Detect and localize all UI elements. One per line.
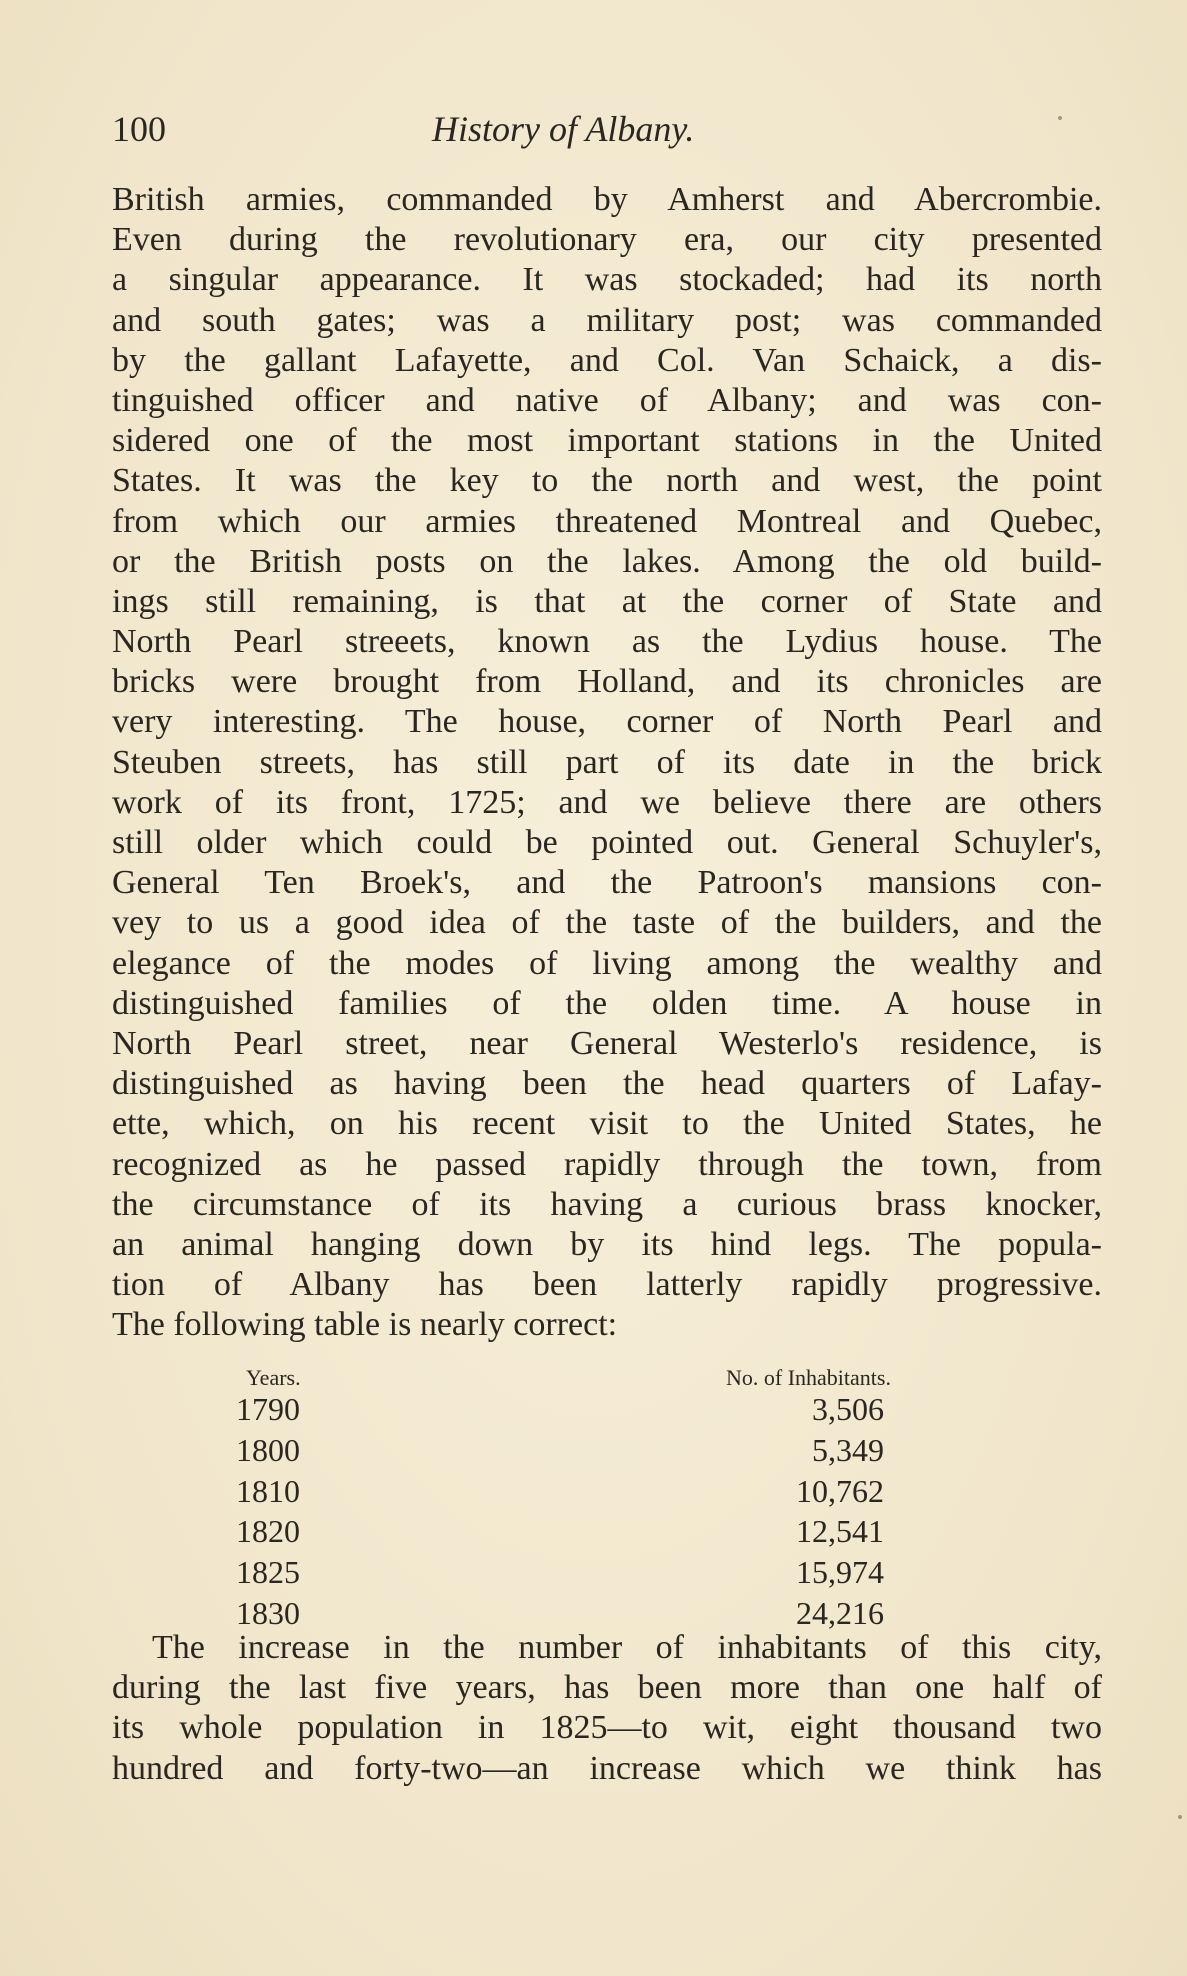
text-line: vey to us a good idea of the taste of the builders, and the [112, 904, 1102, 942]
text-line: or the British posts on the lakes. Among the old build- [112, 542, 1102, 580]
text-line: The following table is nearly correct: [112, 1306, 618, 1344]
text-line: from which our armies threatened Montreal and Quebec, [112, 502, 1102, 540]
table-header-inhabitants: No. of Inhabitants. [726, 1365, 891, 1390]
text-line: very interesting. The house, corner of North Pearl and [112, 703, 1102, 741]
text-line: a singular appearance. It was stockaded; had its north [112, 261, 1102, 299]
text-line: distinguished families of the olden time. A house in [112, 984, 1102, 1022]
table-cell-population: 10,762 [796, 1472, 884, 1509]
text-line: the circumstance of its having a curious brass knocker, [112, 1185, 1102, 1223]
table-row [112, 1389, 1102, 1430]
table-cell-year: 1790 [236, 1391, 300, 1427]
text-line: bricks were brought from Holland, and its chronicles are [112, 663, 1102, 701]
table-cell-year: 1830 [236, 1594, 300, 1631]
paper-speck [1178, 1815, 1182, 1819]
text-line: tion of Albany has been latterly rapidly progressive. [112, 1266, 1102, 1304]
text-line: Even during the revolutionary era, our city presented [112, 221, 1102, 259]
table-row [112, 1552, 1102, 1593]
text-line: during the last five years, has been more than one half of [112, 1669, 1102, 1707]
table-cell-population: 12,541 [796, 1513, 884, 1550]
table-cell-year: 1810 [236, 1472, 300, 1509]
table-header-row [112, 1365, 1102, 1389]
text-line: North Pearl streeets, known as the Lydius house. The [112, 623, 1102, 661]
text-line: British armies, commanded by Amherst and Abercrombie. [112, 181, 1102, 218]
text-line: work of its front, 1725; and we believe there are others [112, 783, 1102, 821]
text-line: its whole population in 1825—to wit, eight thousand two [112, 1709, 1102, 1747]
text-line: ings still remaining, is that at the corner of State and [112, 582, 1102, 620]
population-table [112, 1365, 1102, 1634]
table-header-years: Years. [246, 1365, 301, 1390]
text-line: Steuben streets, has still part of its date in the brick [112, 743, 1102, 781]
text-line: ette, which, on his recent visit to the United States, he [112, 1105, 1102, 1143]
table-row [112, 1511, 1102, 1552]
page-number: 100 [112, 109, 166, 149]
running-title: History of Albany. [432, 109, 695, 149]
paper-speck [1058, 116, 1062, 120]
table-cell-year: 1825 [236, 1554, 300, 1591]
text-line: tinguished officer and native of Albany; and was con- [112, 381, 1102, 419]
text-line: still older which could be pointed out. General Schuyler's, [112, 824, 1102, 861]
page-header [112, 108, 1102, 158]
text-line: North Pearl street, near General Westerlo's residence, is [112, 1024, 1102, 1062]
text-line: distinguished as having been the head quarters of Lafay- [112, 1065, 1102, 1103]
text-line: and south gates; was a military post; was commanded [112, 301, 1102, 339]
text-line: elegance of the modes of living among the wealthy and [112, 944, 1102, 982]
text-line: The increase in the number of inhabitants of this city, [152, 1629, 1102, 1666]
text-line: recognized as he passed rapidly through the town, from [112, 1145, 1102, 1183]
table-cell-population: 24,216 [796, 1594, 884, 1631]
text-line: an animal hanging down by its hind legs. The popula- [112, 1225, 1102, 1263]
text-line: States. It was the key to the north and west, the point [112, 462, 1102, 500]
table-cell-population: 15,974 [796, 1554, 884, 1591]
table-row [112, 1430, 1102, 1471]
table-cell-year: 1820 [236, 1513, 300, 1550]
paragraph-2 [112, 1628, 1102, 1789]
table-cell-year: 1800 [236, 1431, 300, 1468]
table-cell-population: 5,349 [812, 1431, 884, 1468]
text-line: hundred and forty-two—an increase which we think has [112, 1749, 1102, 1787]
text-line: by the gallant Lafayette, and Col. Van Schaick, a dis- [112, 341, 1102, 379]
table-cell-population: 3,506 [812, 1391, 884, 1427]
paragraph-1 [112, 180, 1102, 1345]
text-line: sidered one of the most important stations in the United [112, 422, 1102, 460]
table-row [112, 1471, 1102, 1512]
text-line: General Ten Broek's, and the Patroon's mansions con- [112, 864, 1102, 902]
